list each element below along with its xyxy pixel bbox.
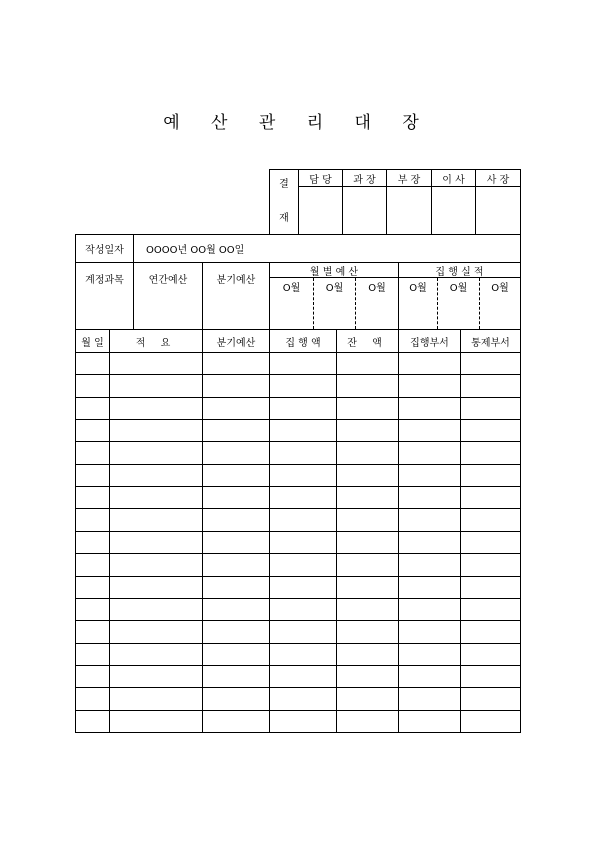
table-column-line [460,330,461,732]
approval-role: 이 사 [442,174,465,186]
col-header-quarter-budget: 분기예산 [216,337,256,349]
table-row-line [75,576,521,577]
table-row-line [75,441,521,442]
col-header-executed: 집 행 액 [285,337,321,349]
table-column-line [269,330,270,732]
col-header-control-dept: 통제부서 [471,337,510,349]
table-column-line [109,330,110,732]
execution-label: 집 행 실 적 [435,266,484,278]
month-label: O월 [282,282,301,294]
col-header-exec-dept: 집행부서 [410,337,449,349]
table-row-line [75,687,521,688]
monthly-budget-label: 월 별 예 산 [309,266,359,278]
date-value: OOOO년 OO월 OO일 [146,245,245,256]
table-column-line [398,330,399,732]
col-header-balance: 잔 액 [347,337,388,349]
month-label: O월 [491,282,509,294]
table-row-line [75,598,521,599]
annual-budget-label: 연간예산 [148,274,188,286]
table-row-line [75,419,521,420]
table-row-line [75,374,521,375]
table-row-line [75,553,521,554]
approval-role: 과 장 [353,174,376,186]
approval-label-top: 결 [279,178,289,190]
col-header-summary: 적 요 [135,337,177,349]
table-column-line [336,330,337,732]
approval-role: 사 장 [486,174,510,186]
grid-line [75,352,521,353]
table-row-line [75,508,521,509]
account-label: 계정과목 [85,274,124,286]
quarter-budget-label: 분기예산 [216,274,256,286]
table-row-line [75,486,521,487]
col-header-date: 월 일 [81,337,104,349]
approval-label-bottom: 재 [279,212,289,224]
table-row-line [75,643,521,644]
table-row-line [75,710,521,711]
month-label: O월 [368,282,386,294]
table-row-line [75,531,521,532]
table-row-line [75,620,521,621]
page-title: 예 산 관 리 대 장 [163,113,432,133]
month-label: O월 [449,282,468,294]
approval-role: 담 당 [309,174,332,186]
date-label: 작성일자 [85,245,124,256]
month-label: O월 [325,282,344,294]
table-row-line [75,665,521,666]
table-row-line [75,464,521,465]
approval-role: 부 장 [397,174,421,186]
month-label: O월 [409,282,427,294]
table-column-line [202,330,203,732]
table-row-line [75,397,521,398]
